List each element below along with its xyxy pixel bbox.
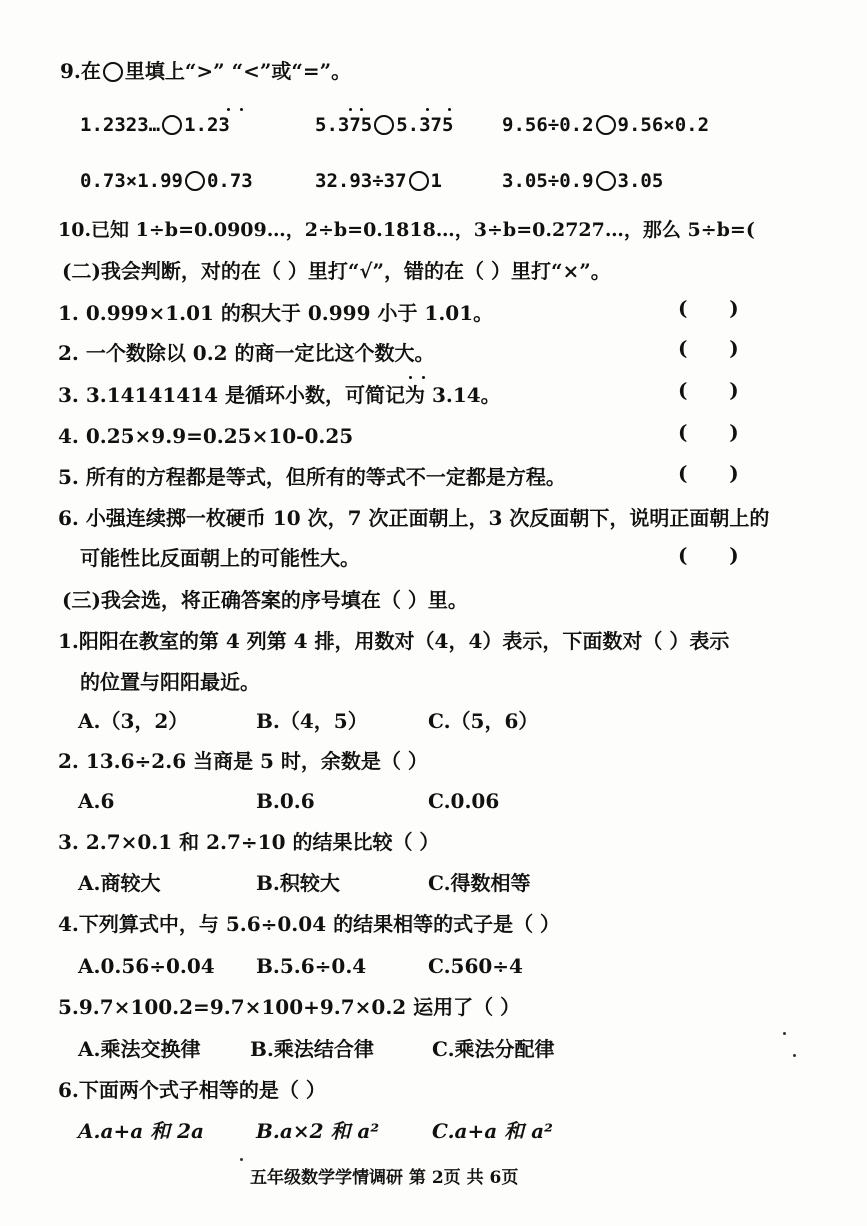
- q9-expr: 3.05: [617, 170, 664, 192]
- choice-q5: 5.9.7×100.2=9.7×100+9.7×0.2 运用了（ ）: [58, 995, 521, 1019]
- judge-item-5: 5. 所有的方程都是等式，但所有的等式不一定都是方程。: [58, 465, 566, 489]
- choice-q6-option-a[interactable]: A.a+a 和 2a: [78, 1119, 204, 1143]
- choice-q5-option-c[interactable]: C.乘法分配律: [432, 1037, 555, 1061]
- q9-row2-item3: [502, 168, 663, 194]
- repeat-dot: [227, 108, 230, 111]
- judge-item-1: 1. 0.999×1.01 的积大于 0.999 小于 1.01。: [58, 301, 494, 325]
- choice-q4-option-b[interactable]: B.5.6÷0.4: [256, 954, 367, 978]
- scan-speck: [793, 1054, 796, 1057]
- page-footer: 五年级数学学情调研 第 2页 共 6页: [250, 1168, 519, 1188]
- judge-item-3: 3. 3.14141414 是循环小数，可简记为 3.14。: [58, 383, 501, 407]
- choice-q2-option-b[interactable]: B.0.6: [256, 789, 315, 813]
- scan-speck: [783, 1032, 786, 1035]
- judge-item-6-line2: 可能性比反面朝上的可能性大。: [80, 546, 360, 570]
- scan-speck: [240, 1158, 243, 1161]
- judge-item-4: 4. 0.25×9.9=0.25×10-0.25: [58, 424, 354, 448]
- choice-q4-option-a[interactable]: A.0.56÷0.04: [78, 954, 215, 978]
- q9-row1-item1: [80, 112, 230, 138]
- q9-prompt: [60, 58, 351, 84]
- q9-row1-item2: [315, 112, 453, 138]
- q9-prompt-tail: 里填上“>” “<”或“=”。: [124, 59, 352, 83]
- compare-circle[interactable]: [409, 171, 429, 191]
- q9-row2-item2: [315, 168, 442, 194]
- repeat-dot: [426, 108, 429, 111]
- choice-q3-option-c[interactable]: C.得数相等: [428, 871, 531, 895]
- repeat-dot: [240, 108, 243, 111]
- answer-paren[interactable]: ( ): [678, 336, 739, 360]
- q9-expr: 1: [430, 170, 442, 192]
- choice-q1-option-b[interactable]: B.（4，5）: [256, 709, 368, 733]
- choice-q3-option-a[interactable]: A.商较大: [78, 871, 161, 895]
- q9-row2-item1: [80, 168, 253, 194]
- q9-expr: 1.2323…: [80, 114, 161, 136]
- choice-q6-option-c[interactable]: C.a+a 和 a²: [432, 1119, 553, 1143]
- choice-q1-line2: 的位置与阳阳最近。: [80, 670, 260, 694]
- compare-circle[interactable]: [596, 115, 616, 135]
- section3-title: (三)我会选，将正确答案的序号填在（ ）里。: [62, 588, 468, 612]
- choice-q6-option-b[interactable]: B.a×2 和 a²: [256, 1119, 380, 1143]
- q9-expr: 9.56÷0.2: [502, 114, 594, 136]
- compare-circle[interactable]: [596, 171, 616, 191]
- judge-item-6: 6. 小强连续掷一枚硬币 10 次，7 次正面朝上，3 次反面朝下，说明正面朝上的: [58, 506, 770, 530]
- choice-q6: 6.下面两个式子相等的是（ ）: [58, 1078, 326, 1102]
- choice-q5-option-b[interactable]: B.乘法结合律: [250, 1037, 374, 1061]
- section2-title: (二)我会判断，对的在（ ）里打“√”，错的在（ ）里打“×”。: [62, 259, 611, 283]
- compare-circle[interactable]: [374, 115, 394, 135]
- choice-q2-option-a[interactable]: A.6: [78, 789, 115, 813]
- choice-q1-line1: 1.阳阳在教室的第 4 列第 4 排，用数对（4，4）表示，下面数对（ ）表示: [58, 629, 730, 653]
- q9-expr: 9.56×0.2: [617, 114, 710, 136]
- q9-expr: 3.05÷0.9: [502, 170, 594, 192]
- answer-paren[interactable]: ( ): [678, 543, 739, 567]
- choice-q2-option-c[interactable]: C.0.06: [428, 789, 500, 813]
- choice-q4-option-c[interactable]: C.560÷4: [428, 954, 523, 978]
- choice-q3: 3. 2.7×0.1 和 2.7÷10 的结果比较（ ）: [58, 830, 440, 854]
- compare-circle[interactable]: [185, 171, 205, 191]
- q9-prompt-head: 9.在: [60, 59, 101, 83]
- choice-q1-option-c[interactable]: C.（5，6）: [428, 709, 539, 733]
- repeat-dot: [360, 108, 363, 111]
- choice-q3-option-b[interactable]: B.积较大: [256, 871, 340, 895]
- q9-expr: 32.93÷37: [315, 170, 407, 192]
- answer-paren[interactable]: ( ): [678, 296, 739, 320]
- compare-circle[interactable]: [162, 115, 182, 135]
- q9-expr: 0.73×1.99: [80, 170, 183, 192]
- answer-paren[interactable]: ( ): [678, 420, 739, 444]
- repeat-dot: [409, 376, 412, 379]
- q9-row1-item3: [502, 112, 709, 138]
- choice-q5-option-a[interactable]: A.乘法交换律: [78, 1037, 201, 1061]
- q9-expr: 5.375: [315, 114, 373, 136]
- q9-expr: 5.375: [396, 114, 454, 136]
- q9-expr: 1.23: [184, 114, 230, 136]
- circle-blank-icon: [103, 62, 123, 82]
- repeat-dot: [349, 108, 352, 111]
- answer-paren[interactable]: ( ): [678, 378, 739, 402]
- q10: 10.已知 1÷b=0.0909…，2÷b=0.1818…，3÷b=0.2727…，那么 5÷b=(: [58, 219, 755, 241]
- choice-q2: 2. 13.6÷2.6 当商是 5 时，余数是（ ）: [58, 749, 428, 773]
- repeat-dot: [422, 376, 425, 379]
- answer-paren[interactable]: ( ): [678, 461, 739, 485]
- choice-q1-option-a[interactable]: A.（3，2）: [78, 709, 189, 733]
- choice-q4: 4.下列算式中，与 5.6÷0.04 的结果相等的式子是（ ）: [58, 912, 561, 936]
- judge-item-2: 2. 一个数除以 0.2 的商一定比这个数大。: [58, 341, 435, 365]
- repeat-dot: [448, 108, 451, 111]
- q9-expr: 0.73: [206, 170, 253, 192]
